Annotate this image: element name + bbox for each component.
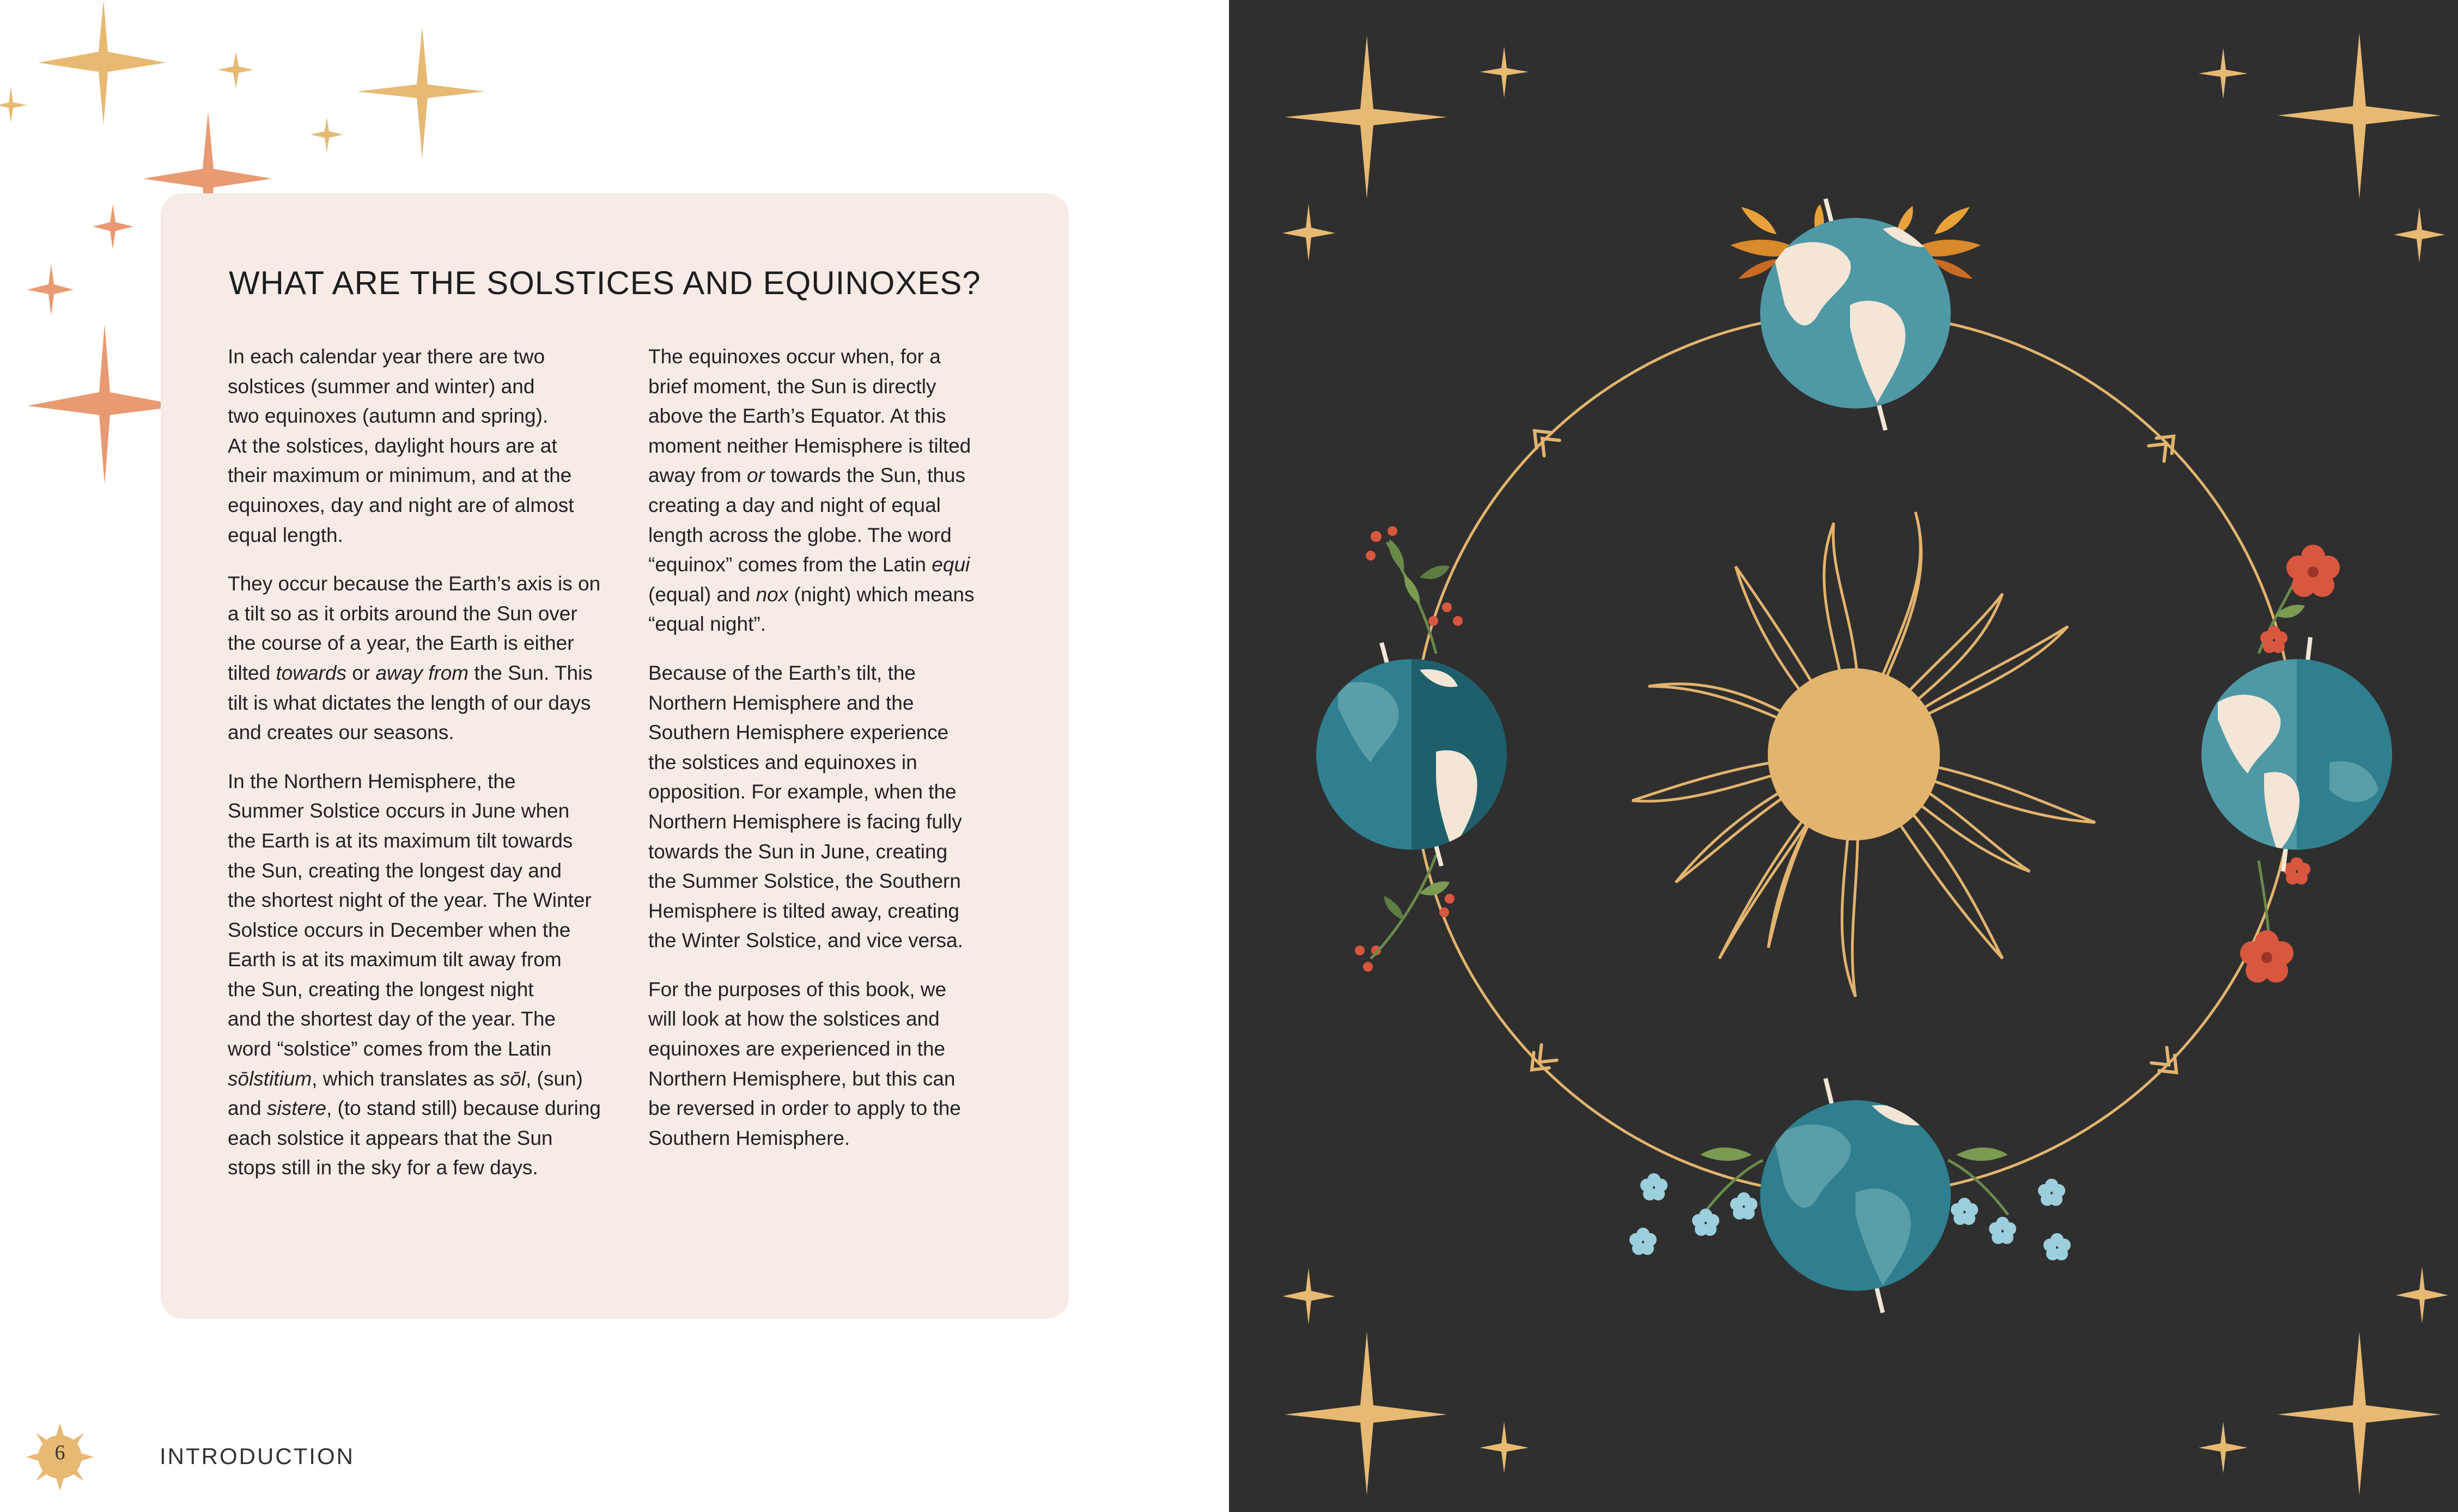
star-icon bbox=[2199, 1422, 2248, 1473]
star-icon bbox=[1282, 204, 1335, 261]
star-icon bbox=[0, 87, 27, 123]
flower-icon bbox=[2038, 1179, 2065, 1206]
star-icon bbox=[1282, 1268, 1335, 1325]
flower-icon bbox=[2043, 1233, 2071, 1260]
section-label: INTRODUCTION bbox=[160, 1443, 355, 1469]
flower-icon bbox=[1730, 1192, 1757, 1220]
paragraph-3: In the Northern Hemisphere, the Summer Solstice occurs in June when the Earth is at its maximum tilt towards the Sun, creating the longest day and the shortest night of the year. The Winter Solstice occurs in December when the Earth is at its maximum tilt away from the Sun, creating the longest night and the shortest day of the year. The word “solstice” comes from the Latin sōlstitium, which translates as sōl, (sun) and sistere, (to stand still) because during each solstice it appears that the Sun stops still in the sky for a few days. bbox=[228, 770, 601, 1179]
paragraph-6: For the purposes of this book, we will look at how the solstices and equinoxes are experienced in the Northern Hemisphere, but this can be reversed in order to apply to the Southern Hemisphere. bbox=[648, 978, 961, 1149]
flower-icon bbox=[1640, 1173, 1668, 1200]
flower-icon bbox=[1629, 1228, 1657, 1255]
flower-icon bbox=[1989, 1217, 2016, 1244]
star-icon bbox=[2199, 48, 2248, 99]
star-icon bbox=[1285, 1332, 1447, 1495]
flower-icon bbox=[2260, 626, 2287, 653]
flower-icon bbox=[2283, 857, 2310, 885]
right-page-illustration bbox=[1229, 0, 2458, 1512]
page-number: 6 bbox=[54, 1441, 65, 1464]
star-icon bbox=[27, 264, 74, 316]
earth-top-icon bbox=[1760, 218, 1951, 409]
star-icon bbox=[2278, 1332, 2441, 1495]
star-icon bbox=[1480, 1422, 1529, 1473]
star-icon bbox=[2278, 33, 2441, 199]
star-icon bbox=[1285, 35, 1447, 199]
star-icon bbox=[218, 52, 253, 88]
sun-icon bbox=[1632, 512, 2095, 997]
arrow-icon bbox=[2149, 429, 2181, 461]
star-icon bbox=[1480, 46, 1529, 98]
star-icon bbox=[311, 117, 343, 153]
paragraph-5: Because of the Earth’s tilt, the Northern Hemisphere and the Southern Hemisphere experience the solstices and equinoxes in opposition. For example, when the Northern Hemisphere is facing fully towards the Sun in June, creating the Summer Solstice, the Southern Hemisphere is tilted away, creating the Winter Solstice, and vice versa. bbox=[648, 661, 963, 952]
arrow-icon bbox=[1524, 1045, 1557, 1077]
earth-left-icon bbox=[1316, 654, 1510, 855]
paragraph-1: In each calendar year there are two solstices (summer and winter) and two equinoxes (autumn and spring). At the solstices, daylight hours are at their maximum or minimum, and at the equinoxes, day and night are of almost equal length. bbox=[228, 345, 574, 546]
flower-icon bbox=[1692, 1209, 1719, 1236]
star-icon bbox=[27, 324, 182, 485]
star-icon bbox=[357, 27, 485, 158]
text-column-right bbox=[648, 342, 1030, 1172]
page-heading: WHAT ARE THE SOLSTICES AND EQUINOXES? bbox=[229, 265, 981, 301]
paragraph-2: They occur because the Earth’s axis is on a tilt so as it orbits around the Sun over the course of a year, the Earth is either tilted towards or away from the Sun. This tilt is what dictates the length of our days and creates our seasons. bbox=[228, 572, 601, 744]
flower-icon bbox=[1951, 1198, 1978, 1225]
solstice-equinox-illustration bbox=[1229, 0, 2458, 1512]
star-icon bbox=[38, 0, 166, 125]
star-icon bbox=[2394, 207, 2445, 263]
text-column-left bbox=[228, 342, 609, 1202]
flower-icon bbox=[2286, 545, 2340, 597]
star-icon bbox=[2396, 1266, 2448, 1324]
earth-bottom-icon bbox=[1760, 1100, 1951, 1291]
earth-right-icon bbox=[2201, 654, 2395, 855]
paragraph-4: The equinoxes occur when, for a brief moment, the Sun is directly above the Earth’s Equator. At this moment neither Hemisphere is tilted away from or towards the Sun, thus creating a day and night of equal length across the globe. The word “equinox” comes from the Latin equi (equal) and nox (night) which means “equal night”. bbox=[648, 345, 975, 636]
star-icon bbox=[93, 204, 133, 249]
flower-icon bbox=[2240, 930, 2293, 983]
